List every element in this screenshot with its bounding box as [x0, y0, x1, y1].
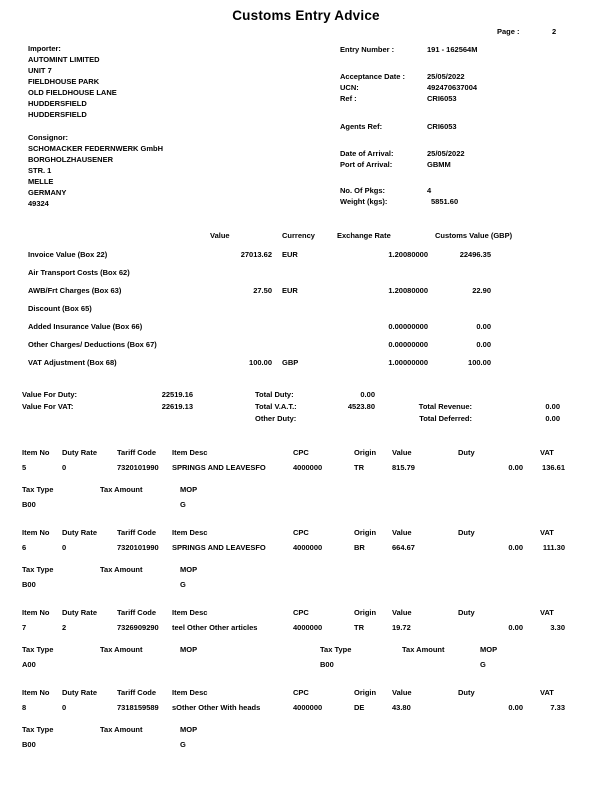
tax-amount-header: Tax Amount: [100, 645, 143, 654]
weight-label: Weight (kgs):: [340, 197, 388, 206]
total-duty-value: 0.00: [360, 390, 375, 399]
importer-line: UNIT 7: [28, 66, 52, 75]
consignor-block: [28, 132, 163, 209]
items-header-tariff-code: Tariff Code: [117, 608, 157, 617]
items-header-duty-rate: Duty Rate: [62, 528, 98, 537]
item-no: 6: [22, 543, 27, 552]
items-header-cpc: CPC: [293, 448, 309, 457]
items-header-tariff-code: Tariff Code: [117, 688, 157, 697]
items-header-value: Value: [392, 528, 412, 537]
consignor-line: 49324: [28, 199, 49, 208]
page-title: Customs Entry Advice: [232, 8, 380, 23]
item-duty: 0.00: [508, 543, 523, 552]
mop-header: MOP: [480, 645, 498, 654]
consignor-line: BORGHOLZHAUSENER: [28, 155, 114, 164]
values-row-label: Discount (Box 65): [28, 304, 92, 313]
item-origin: DE: [354, 703, 365, 712]
item-no: 5: [22, 463, 27, 472]
item-duty: 0.00: [508, 703, 523, 712]
items-header-value: Value: [392, 608, 412, 617]
tax-amount-header: Tax Amount: [100, 565, 143, 574]
importer-line: HUDDERSFIELD: [28, 99, 87, 108]
tax-type-header: Tax Type: [22, 725, 54, 734]
values-row-label: Added Insurance Value (Box 66): [28, 322, 143, 331]
mop-header: MOP: [180, 565, 198, 574]
values-row-value: 100.00: [249, 358, 272, 367]
items-header-value: Value: [392, 448, 412, 457]
tax-type-value: B00: [22, 500, 36, 509]
tax-type-value: A00: [22, 660, 36, 669]
importer-line: AUTOMINT LIMITED: [28, 55, 100, 64]
values-row-exchange-rate: 0.00000000: [388, 340, 428, 349]
items-header-item-no: Item No: [22, 528, 50, 537]
item-vat: 7.33: [550, 703, 565, 712]
item-tariff-code: 7326909290: [117, 623, 159, 632]
values-header-customs-value: Customs Value (GBP): [435, 231, 513, 240]
item-duty: 0.00: [508, 623, 523, 632]
items-header-tariff-code: Tariff Code: [117, 448, 157, 457]
items-header-origin: Origin: [354, 448, 377, 457]
items-header-vat: VAT: [540, 448, 554, 457]
items-header-item-desc: Item Desc: [172, 688, 208, 697]
items-header-duty: Duty: [458, 688, 475, 697]
value-for-duty-value: 22519.16: [161, 390, 193, 399]
value-for-duty-label: Value For Duty:: [22, 390, 78, 399]
page-number-value: 2: [552, 27, 557, 36]
tax-amount-header: Tax Amount: [402, 645, 445, 654]
items-header-duty: Duty: [458, 448, 475, 457]
other-duty-label: Other Duty:: [255, 414, 297, 423]
ucn-label: UCN:: [340, 83, 359, 92]
importer-line: FIELDHOUSE PARK: [28, 77, 100, 86]
item-tariff-code: 7318159589: [117, 703, 159, 712]
total-vat-value: 4523.80: [347, 402, 375, 411]
mop-value: G: [180, 580, 186, 589]
item-duty-rate: 0: [62, 463, 67, 472]
port-of-arrival-value: GBMM: [427, 160, 451, 169]
values-header-value: Value: [210, 231, 230, 240]
item-origin: TR: [354, 623, 364, 632]
items-header-origin: Origin: [354, 688, 377, 697]
items-header-item-no: Item No: [22, 608, 50, 617]
item-duty-rate: 2: [62, 623, 67, 632]
consignor-line: SCHOMACKER FEDERNWERK GmbH: [28, 144, 163, 153]
item-tariff-code: 7320101990: [117, 543, 159, 552]
values-row-exchange-rate: 1.20080000: [388, 286, 428, 295]
acceptance-date-value: 25/05/2022: [427, 72, 465, 81]
mop-value: G: [180, 740, 186, 749]
item-duty-rate: 0: [62, 703, 67, 712]
tax-amount-header: Tax Amount: [100, 725, 143, 734]
values-row-label: Air Transport Costs (Box 62): [28, 268, 130, 277]
items-header-tariff-code: Tariff Code: [117, 528, 157, 537]
item-cpc: 4000000: [293, 543, 323, 552]
item-vat: 136.61: [542, 463, 565, 472]
tax-type-value: B00: [320, 660, 334, 669]
values-row-value: 27013.62: [240, 250, 272, 259]
item-value: 815.79: [392, 463, 415, 472]
tax-amount-header: Tax Amount: [100, 485, 143, 494]
tax-type-header: Tax Type: [320, 645, 352, 654]
item-cpc: 4000000: [293, 703, 323, 712]
value-for-vat-value: 22619.13: [161, 402, 193, 411]
agents-ref-value: CRI6053: [427, 122, 457, 131]
values-row-currency: GBP: [282, 358, 299, 367]
values-row-label: Invoice Value (Box 22): [28, 250, 108, 259]
weight-value: 5851.60: [431, 197, 459, 206]
items-header-origin: Origin: [354, 608, 377, 617]
values-header-currency: Currency: [282, 231, 315, 240]
importer-label: Importer:: [28, 44, 61, 53]
values-row-exchange-rate: 0.00000000: [388, 322, 428, 331]
item-block: [0, 448, 612, 528]
item-duty-rate: 0: [62, 543, 67, 552]
tax-type-value: B00: [22, 580, 36, 589]
agents-ref-label: Agents Ref:: [340, 122, 383, 131]
total-revenue-label: Total Revenue:: [418, 402, 472, 411]
no-of-pkgs-value: 4: [427, 186, 432, 195]
item-block: [0, 608, 612, 688]
consignor-line: GERMANY: [28, 188, 67, 197]
items-header-duty-rate: Duty Rate: [62, 448, 98, 457]
total-vat-label: Total V.A.T.:: [255, 402, 297, 411]
entry-number-value: 191 - 162564M: [427, 45, 478, 54]
item-value: 664.67: [392, 543, 415, 552]
values-row-customs-value: 22.90: [472, 286, 491, 295]
item-tariff-code: 7320101990: [117, 463, 159, 472]
items-header-duty: Duty: [458, 528, 475, 537]
items-header-item-desc: Item Desc: [172, 608, 208, 617]
tax-type-header: Tax Type: [22, 485, 54, 494]
importer-block: [28, 43, 117, 120]
consignor-label: Consignor:: [28, 133, 68, 142]
date-of-arrival-value: 25/05/2022: [427, 149, 465, 158]
total-deferred-label: Total Deferred:: [419, 414, 472, 423]
ref-value: CRI6053: [427, 94, 457, 103]
tax-type-header: Tax Type: [22, 645, 54, 654]
importer-line: OLD FIELDHOUSE LANE: [28, 88, 117, 97]
values-row-exchange-rate: 1.20080000: [388, 250, 428, 259]
items-header-origin: Origin: [354, 528, 377, 537]
values-row-customs-value: 0.00: [476, 340, 491, 349]
item-desc: teel Other Other articles: [172, 623, 258, 632]
item-cpc: 4000000: [293, 463, 323, 472]
entry-number-label: Entry Number :: [340, 45, 395, 54]
item-value: 19.72: [392, 623, 411, 632]
ref-label: Ref :: [340, 94, 357, 103]
acceptance-date-label: Acceptance Date :: [340, 72, 406, 81]
item-block: [0, 528, 612, 608]
values-row-currency: EUR: [282, 250, 298, 259]
item-duty: 0.00: [508, 463, 523, 472]
mop-header: MOP: [180, 645, 198, 654]
items-header-duty-rate: Duty Rate: [62, 608, 98, 617]
date-of-arrival-label: Date of Arrival:: [340, 149, 394, 158]
item-origin: TR: [354, 463, 364, 472]
items-header-item-no: Item No: [22, 448, 50, 457]
values-row-currency: EUR: [282, 286, 298, 295]
item-value: 43.80: [392, 703, 411, 712]
values-row-label: Other Charges/ Deductions (Box 67): [28, 340, 157, 349]
consignor-line: MELLE: [28, 177, 54, 186]
port-of-arrival-label: Port of Arrival:: [340, 160, 393, 169]
consignor-line: STR. 1: [28, 166, 52, 175]
values-row-label: AWB/Frt Charges (Box 63): [28, 286, 122, 295]
items-header-item-no: Item No: [22, 688, 50, 697]
items-header-duty-rate: Duty Rate: [62, 688, 98, 697]
values-row-value: 27.50: [253, 286, 272, 295]
items-header-duty: Duty: [458, 608, 475, 617]
items-header-cpc: CPC: [293, 688, 309, 697]
item-no: 7: [22, 623, 27, 632]
items-header-vat: VAT: [540, 608, 554, 617]
items-header-value: Value: [392, 688, 412, 697]
total-deferred-value: 0.00: [545, 414, 560, 423]
page-number-label: Page :: [497, 27, 520, 36]
items-header-cpc: CPC: [293, 528, 309, 537]
items-header-vat: VAT: [540, 528, 554, 537]
items-header-item-desc: Item Desc: [172, 528, 208, 537]
items-header-vat: VAT: [540, 688, 554, 697]
mop-value: G: [480, 660, 486, 669]
values-header-exchange-rate: Exchange Rate: [337, 231, 391, 240]
values-row-label: VAT Adjustment (Box 68): [28, 358, 117, 367]
item-desc: SPRINGS AND LEAVESFO: [172, 463, 266, 472]
values-row-customs-value: 22496.35: [459, 250, 491, 259]
mop-value: G: [180, 500, 186, 509]
tax-type-header: Tax Type: [22, 565, 54, 574]
importer-line: HUDDERSFIELD: [28, 110, 87, 119]
item-vat: 3.30: [550, 623, 565, 632]
item-cpc: 4000000: [293, 623, 323, 632]
item-block: [0, 688, 612, 768]
value-for-vat-label: Value For VAT:: [22, 402, 74, 411]
item-origin: BR: [354, 543, 365, 552]
no-of-pkgs-label: No. Of Pkgs:: [340, 186, 386, 195]
values-row-customs-value: 0.00: [476, 322, 491, 331]
items-header-item-desc: Item Desc: [172, 448, 208, 457]
item-vat: 111.30: [542, 543, 565, 552]
mop-header: MOP: [180, 725, 198, 734]
total-revenue-value: 0.00: [545, 402, 560, 411]
tax-type-value: B00: [22, 740, 36, 749]
items-header-cpc: CPC: [293, 608, 309, 617]
item-no: 8: [22, 703, 27, 712]
mop-header: MOP: [180, 485, 198, 494]
values-row-customs-value: 100.00: [468, 358, 491, 367]
values-row-exchange-rate: 1.00000000: [388, 358, 428, 367]
item-desc: sOther Other With heads: [172, 703, 261, 712]
total-duty-label: Total Duty:: [255, 390, 294, 399]
item-desc: SPRINGS AND LEAVESFO: [172, 543, 266, 552]
ucn-value: 492470637004: [427, 83, 478, 92]
